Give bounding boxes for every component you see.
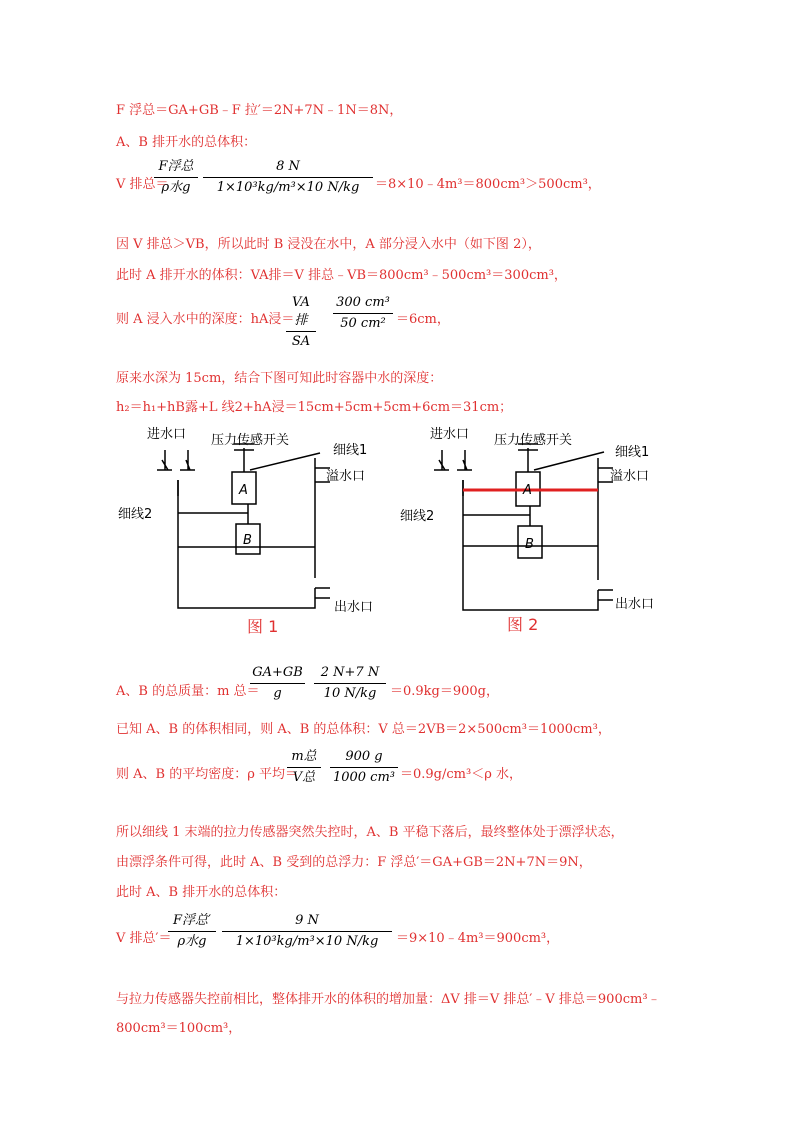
figure-1 [157,444,330,608]
line-7: 原来水深为 15cm，结合下图可知此时容器中水的深度： [116,371,443,386]
line-15-prefix: V 排总′＝ [116,931,172,946]
caption-figure-1: 图 1 [247,617,279,636]
fig1-overflow: 溢水口 [326,469,366,484]
fig1-outlet: 出水口 [334,600,374,615]
fraction-9n: 9 N 1×10³kg/m³×10 N/kg [222,912,392,951]
fraction-f-over-rho-g: F浮总 ρ水g [154,158,198,197]
line-11-prefix: 则 A、B 的平均密度：ρ 平均＝ [116,767,298,782]
fraction-900-over-1000: 900 g 1000 cm³ [330,748,398,787]
line-10: 已知 A、B 的体积相同，则 A、B 的总体积：V 总＝2VB＝2×500cm³＝1000cm³， [116,722,611,737]
fig2-thread2: 细线2 [400,509,435,524]
line-1: F 浮总＝GA+GB﹣F 拉′＝2N+7N﹣1N＝8N， [116,103,403,118]
fraction-8n: 8 N 1×10³kg/m³×10 N/kg [203,158,373,197]
line-17: 800cm³＝100cm³， [116,1021,242,1036]
line-12: 所以细线 1 末端的拉力传感器突然失控时，A、B 平稳下落后，最终整体处于漂浮状态， [116,825,624,840]
fig2-inlet: 进水口 [430,427,470,442]
fraction-f-prime-over-rho-g: F浮总′ ρ水g [168,912,216,951]
fig2-overflow: 溢水口 [610,469,650,484]
line-9-prefix: A、B 的总质量：m 总＝ [116,684,260,699]
fig2-label-a: A [523,483,532,498]
line-6-prefix: 则 A 浸入水中的深度：hA浸＝ [116,312,295,327]
fig2-label-b: B [525,537,534,552]
fig1-thread1: 细线1 [333,443,368,458]
line-4: 因 V 排总＞VB，所以此时 B 浸没在水中，A 部分浸入水中（如下图 2）， [116,237,541,252]
fig1-thread2: 细线2 [118,507,153,522]
caption-figure-2: 图 2 [507,615,539,634]
fig1-inlet: 进水口 [147,427,187,442]
figure-2 [434,444,613,610]
fig2-sensor: 压力传感开关 [494,433,573,448]
fig1-label-a: A [239,483,248,498]
fig1-label-b: B [243,533,252,548]
fraction-9n-over-10: 2 N+7 N 10 N/kg [314,664,386,703]
fig2-thread1: 细线1 [615,445,650,460]
fraction-ga-gb-over-g: GA+GB g [250,664,305,703]
line-16: 与拉力传感器失控前相比，整体排开水的体积的增加量：ΔV 排＝V 排总′﹣V 排总＝900cm³﹣ [116,992,661,1007]
line-14: 此时 A、B 排开水的总体积： [116,885,287,900]
line-6-suffix: ＝6cm， [396,312,450,327]
line-11-suffix: ＝0.9g/cm³＜ρ 水， [400,767,522,782]
fraction-m-over-v: m总 V总 [287,748,321,787]
line-15-suffix: ＝9×10﹣4m³＝900cm³， [396,931,560,946]
line-3-prefix: V 排总＝ [116,177,169,192]
line-5: 此时 A 排开水的体积：VA排＝V 排总﹣VB＝800cm³﹣500cm³＝300cm³， [116,268,567,283]
line-13: 由漂浮条件可得，此时 A、B 受到的总浮力：F 浮总′＝GA+GB＝2N+7N＝9N， [116,855,592,870]
fig1-sensor: 压力传感开关 [211,433,290,448]
line-2: A、B 排开水的总体积： [116,135,257,150]
diagram-figures [0,418,800,638]
fraction-300-over-50: 300 cm³ 50 cm² [333,294,393,333]
line-3-suffix: ＝8×10﹣4m³＝800cm³＞500cm³， [375,177,601,192]
fig2-outlet: 出水口 [615,597,655,612]
line-9-suffix: ＝0.9kg＝900g， [390,684,500,699]
fraction-va-over-sa: VA排 SA [286,294,316,351]
line-8: h₂＝h₁+hB露+L 线2+hA浸＝15cm+5cm+5cm+6cm＝31cm； [116,400,513,415]
